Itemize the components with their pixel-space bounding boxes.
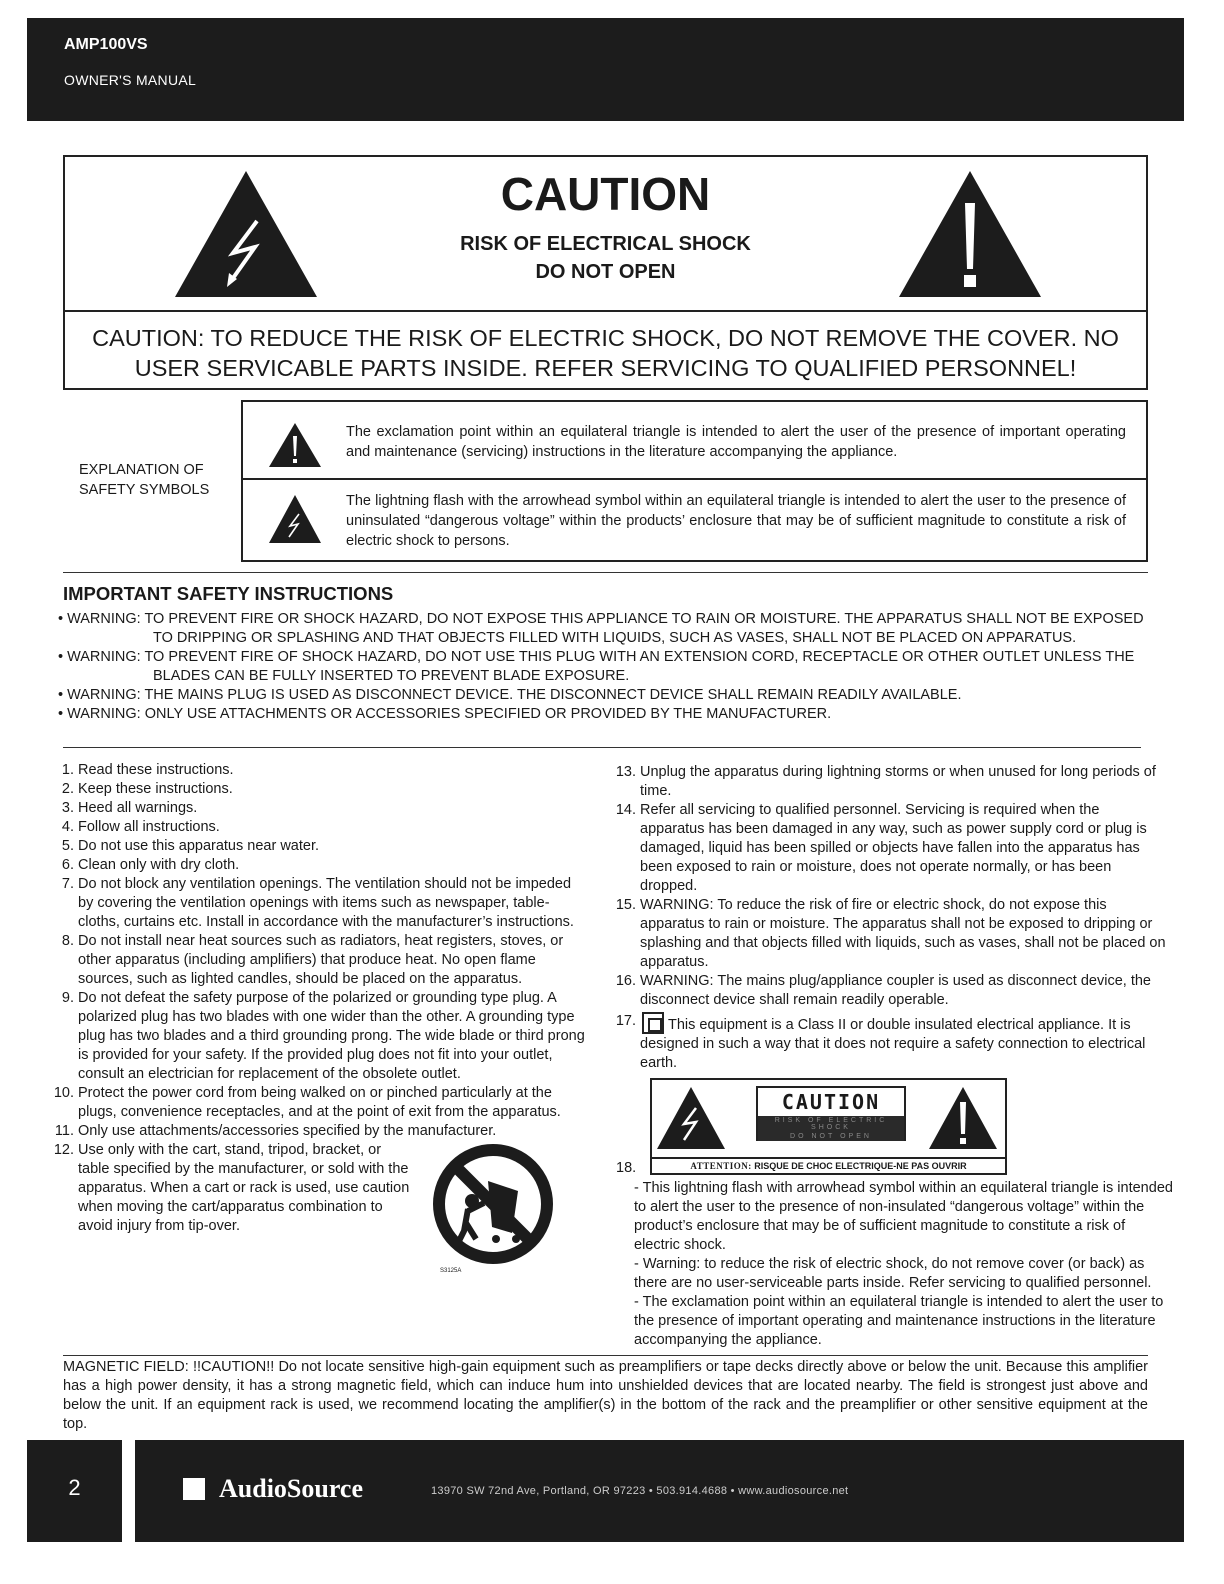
manual-subtitle: OWNER'S MANUAL: [64, 72, 197, 88]
cart-symbol-caption: S3125A: [440, 1268, 462, 1274]
exclamation-description: The exclamation point within an equilateral triangle is intended to alert the user of the presence of important operating and maintenance (servicing) instructions in the literature accompanying the appliance.: [346, 424, 1126, 460]
company-address: 13970 SW 72nd Ave, Portland, OR 97223 • 503.914.4688 • www.audiosource.net: [431, 1485, 849, 1497]
list-item: 3. Heed all warnings.: [61, 800, 198, 816]
list-item: 11. Only use attachments/accessories specified by the manufacturer.: [54, 1123, 497, 1139]
explanation-label: [79, 460, 229, 500]
page-number-box: [27, 1440, 122, 1542]
caution-label-attention: ATTENTION: RISQUE DE CHOC ELECTRIQUE-NE PAS OUVRIR: [652, 1157, 1005, 1171]
list-item: 6. Clean only with dry cloth.: [61, 857, 240, 873]
list-item: 10. Protect the power cord from being walked on or pinched particularly at the plugs, convenience receptacles, and at the point of exit from the apparatus.: [53, 1085, 561, 1120]
cart-tipover-icon: [432, 1143, 554, 1265]
brand-logo: AudioSource: [219, 1474, 363, 1503]
item-18-number: 18.: [616, 1160, 637, 1176]
warning-item: • WARNING: THE MAINS PLUG IS USED AS DISCONNECT DEVICE. THE DISCONNECT DEVICE SHALL REMAIN READILY AVAILABLE.: [58, 687, 962, 703]
list-item: 13. Unplug the apparatus during lightning storms or when unused for long periods of time.: [615, 764, 1156, 799]
header-band: [27, 18, 1184, 121]
page-number: 2: [68, 1475, 81, 1500]
list-item: 9. Do not defeat the safety purpose of the polarized or grounding type plug. A polarized plug has two blades with one wider than the other. A grounding type plug has two blades and a third grounding prong. The wide blade or third prong is provided for your safety. If the provided plug does not fit into your outlet, consult an electrician for replacement of the obsolete outlet.: [61, 990, 585, 1082]
list-item: 8. Do not install near heat sources such as radiators, heat registers, stoves, or other apparatus (including amplifiers) that produce heat. No open flame sources, such as lighted candles, should be placed on the apparatus.: [61, 933, 564, 987]
brand-square-icon: [183, 1478, 205, 1500]
list-item: 17. This equipment is a Class II or double insulated electrical appliance. It is designed in such a way that it does not require a safety connection to electrical earth.: [615, 1013, 1146, 1071]
warning-item: • WARNING: TO PREVENT FIRE OR SHOCK HAZARD, DO NOT EXPOSE THIS APPLIANCE TO RAIN OR MOISTURE. THE APPARATUS SHALL NOT BE EXPOSED TO DRIPPING OR SPLASHING AND THAT OBJECTS FILLED WITH LIQUIDS, SUCH AS VASES, SHALL NOT BE PLACED ON APPARATUS.: [58, 611, 1144, 646]
list-item: 14. Refer all servicing to qualified personnel. Servicing is required when the apparatus has been damaged in any way, such as power supply cord or plug is damaged, liquid has been spilled or objects have fallen into the apparatus has been exposed to rain or moisture, does not operate normally, or has been dropped.: [615, 802, 1147, 894]
risk-line-2: DO NOT OPEN: [535, 261, 676, 283]
exclamation-triangle-icon: [897, 169, 1043, 299]
divider: [63, 747, 1141, 748]
item-18-text: - This lightning flash with arrowhead symbol within an equilateral triangle is intended to alert the user to the presence of non-insulated “dangerous voltage” within the product’s enclosure that may be of sufficient magnitude to constitute a risk of electric shock. - Warning: to reduce the risk of electric shock, do not remove cover (or back) as there are no user-serviceable parts inside. Refer servicing to qualified personnel. - The exclamation point within an equilateral triangle is intended to alert the user to the presence of important operating and maintenance instructions in the literature accompanying the appliance.: [634, 1180, 1173, 1348]
lightning-row: [243, 480, 1146, 560]
caution-label-band: RISK OF ELECTRIC SHOCK: [758, 1116, 904, 1132]
caution-label-graphic: [650, 1078, 1007, 1175]
warning-item: • WARNING: TO PREVENT FIRE OF SHOCK HAZARD, DO NOT USE THIS PLUG WITH AN EXTENSION CORD, RECEPTACLE OR OTHER OUTLET UNLESS THE BLADES CAN BE FULLY INSERTED TO PREVENT BLADE EXPOSURE.: [58, 649, 1135, 684]
footer-band: [135, 1440, 1184, 1542]
caution-box: [63, 155, 1148, 390]
warnings-list: [58, 610, 1148, 724]
caution-title: CAUTION: [500, 168, 711, 220]
explanation-label-text: EXPLANATION OF SAFETY SYMBOLS: [79, 462, 210, 498]
warning-item: • WARNING: ONLY USE ATTACHMENTS OR ACCESSORIES SPECIFIED OR PROVIDED BY THE MANUFACTURER.: [58, 706, 832, 722]
safety-symbols-table: [241, 400, 1148, 562]
magnetic-field-notice: MAGNETIC FIELD: !!CAUTION!! Do not locate sensitive high-gain equipment such as preamplifiers or tape decks directly above or below the unit. Because this amplifier has a high power density, it has a strong magnetic field, which can induce hum into unshielded devices that are located nearby. The field is strongest just above and below the unit. If an equipment rack is used, we recommend locating the amplifier(s) in the bottom of the rack and the preamplifier or other sensitive equipment at the top.: [63, 1359, 1148, 1432]
list-item: 5. Do not use this apparatus near water.: [61, 838, 320, 854]
safety-heading: IMPORTANT SAFETY INSTRUCTIONS: [63, 583, 394, 604]
list-item: 2. Keep these instructions.: [61, 781, 233, 797]
list-item: 12. Use only with the cart, stand, tripod, bracket, or table specified by the manufacturer, or sold with the apparatus. When a cart or rack is used, use caution when moving the cart/apparatus combination to avoid injury from tip-over.: [53, 1142, 410, 1234]
exclamation-triangle-icon: [268, 422, 322, 468]
caution-label-title: CAUTION: [781, 1090, 881, 1114]
instructions-right-column: [612, 763, 1167, 1073]
model-name: AMP100VS: [64, 36, 148, 53]
lightning-description: The lightning flash with the arrowhead symbol within an equilateral triangle is intended to alert the user to the presence of uninsulated “dangerous voltage” within the products’ enclosure that may be of sufficient magnitude to constitute a risk of electric shock to persons.: [346, 493, 1126, 549]
exclamation-triangle-icon: [928, 1086, 998, 1150]
list-item: 1. Read these instructions.: [61, 762, 234, 778]
lightning-triangle-icon: [268, 494, 322, 544]
list-item: 16. WARNING: The mains plug/appliance coupler is used as disconnect device, the disconnect device shall remain readily operable.: [615, 973, 1151, 1008]
caution-label-band: DO NOT OPEN: [758, 1132, 904, 1141]
lightning-triangle-icon: [656, 1086, 726, 1150]
divider: [63, 572, 1148, 573]
exclamation-row: [243, 402, 1146, 480]
caution-label-center: [756, 1086, 906, 1141]
risk-line-1: RISK OF ELECTRICAL SHOCK: [460, 233, 751, 255]
caution-statement: CAUTION: TO REDUCE THE RISK OF ELECTRIC SHOCK, DO NOT REMOVE THE COVER. NO USER SERVICABLE PARTS INSIDE. REFER SERVICING TO QUALIFIED PERSONNEL!: [92, 325, 1119, 381]
caution-header: [65, 157, 1146, 312]
divider: [63, 1355, 1148, 1356]
list-item: 4. Follow all instructions.: [61, 819, 220, 835]
list-item: 7. Do not block any ventilation openings. The ventilation should not be impeded by covering the ventilation openings with items such as newspaper, table-cloths, curtains etc. Install in accordance with the manufacturer’s instructions.: [61, 876, 574, 930]
class-ii-double-insulation-icon: [642, 1012, 664, 1034]
list-item: 15. WARNING: To reduce the risk of fire or electric shock, do not expose this apparatus to rain or moisture. The apparatus shall not be exposed to dripping or splashing and that objects filled with liquids, such as vases, shall not be placed on apparatus.: [615, 897, 1166, 970]
